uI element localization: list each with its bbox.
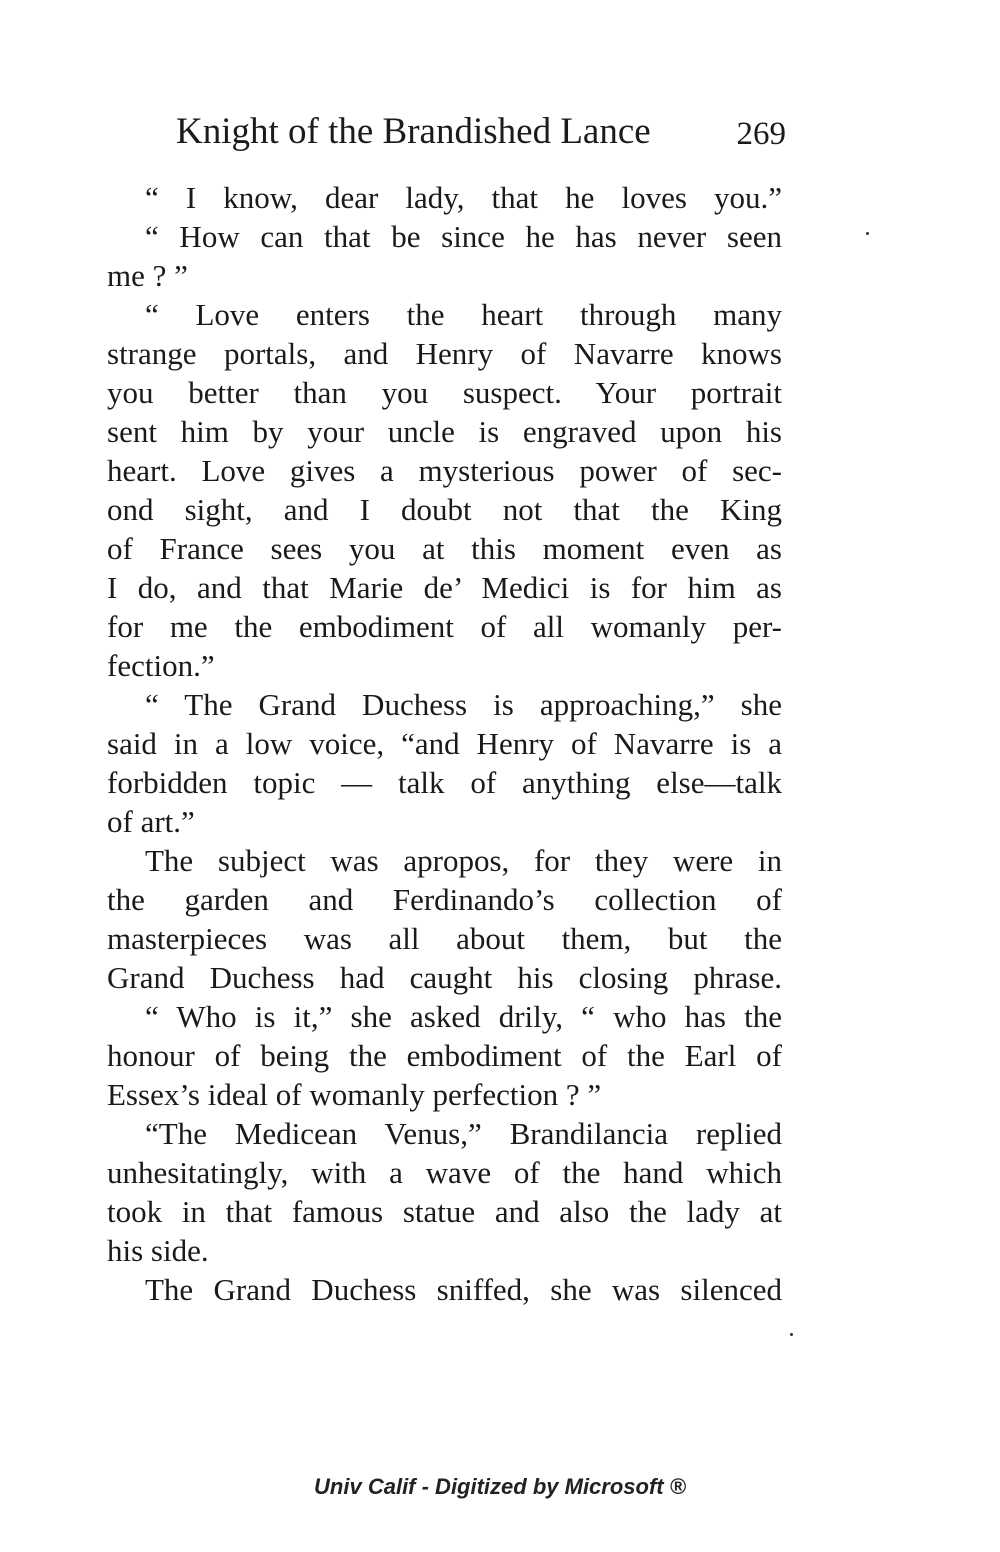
text-line: of France sees you at this moment even as (107, 531, 782, 566)
text-line: unhesitatingly, with a wave of the hand which (107, 1155, 782, 1190)
text-line: The Grand Duchess sniffed, she was silenced (145, 1272, 782, 1307)
text-line: Essex’s ideal of womanly perfection ? ” (107, 1077, 602, 1112)
body-text (107, 178, 782, 1309)
text-line: “ Love enters the heart through many (145, 297, 782, 332)
text-line: me ? ” (107, 258, 188, 293)
text-line: for me the embodiment of all womanly per- (107, 609, 782, 644)
text-line: of art.” (107, 804, 195, 839)
text-line: his side. (107, 1233, 209, 1268)
text-line: heart. Love gives a mysterious power of sec- (107, 453, 782, 488)
text-line: “ How can that be since he has never seen (145, 219, 782, 254)
text-line: honour of being the embodiment of the Earl of (107, 1038, 782, 1073)
text-line: “The Medicean Venus,” Brandilancia replied (145, 1116, 782, 1151)
text-line: you better than you suspect. Your portrait (107, 375, 782, 410)
text-line: sent him by your uncle is engraved upon his (107, 414, 782, 449)
text-line: ond sight, and I doubt not that the King (107, 492, 782, 527)
page-number: 269 (736, 116, 786, 152)
digitization-watermark: Univ Calif - Digitized by Microsoft ® (314, 1474, 686, 1499)
text-line: said in a low voice, “and Henry of Navarre is a (107, 726, 782, 761)
running-head-title: Knight of the Brandished Lance (176, 111, 651, 152)
text-line: The subject was apropos, for they were in (145, 843, 782, 878)
running-head (176, 108, 786, 156)
text-line: masterpieces was all about them, but the (107, 921, 782, 956)
text-line: Grand Duchess had caught his closing phrase. (107, 960, 782, 995)
text-line: strange portals, and Henry of Navarre knows (107, 336, 782, 371)
text-line: took in that famous statue and also the lady at (107, 1194, 782, 1229)
scan-speck (790, 1333, 793, 1336)
text-line: the garden and Ferdinando’s collection of (107, 882, 782, 917)
text-line: “ Who is it,” she asked drily, “ who has the (145, 999, 782, 1034)
text-line: forbidden topic — talk of anything else—talk (107, 765, 782, 800)
text-line: fection.” (107, 648, 215, 683)
text-line: “ I know, dear lady, that he loves you.” (145, 180, 782, 215)
text-line: I do, and that Marie de’ Medici is for him as (107, 570, 782, 605)
text-line: “ The Grand Duchess is approaching,” she (145, 687, 782, 722)
scan-speck (866, 232, 869, 235)
